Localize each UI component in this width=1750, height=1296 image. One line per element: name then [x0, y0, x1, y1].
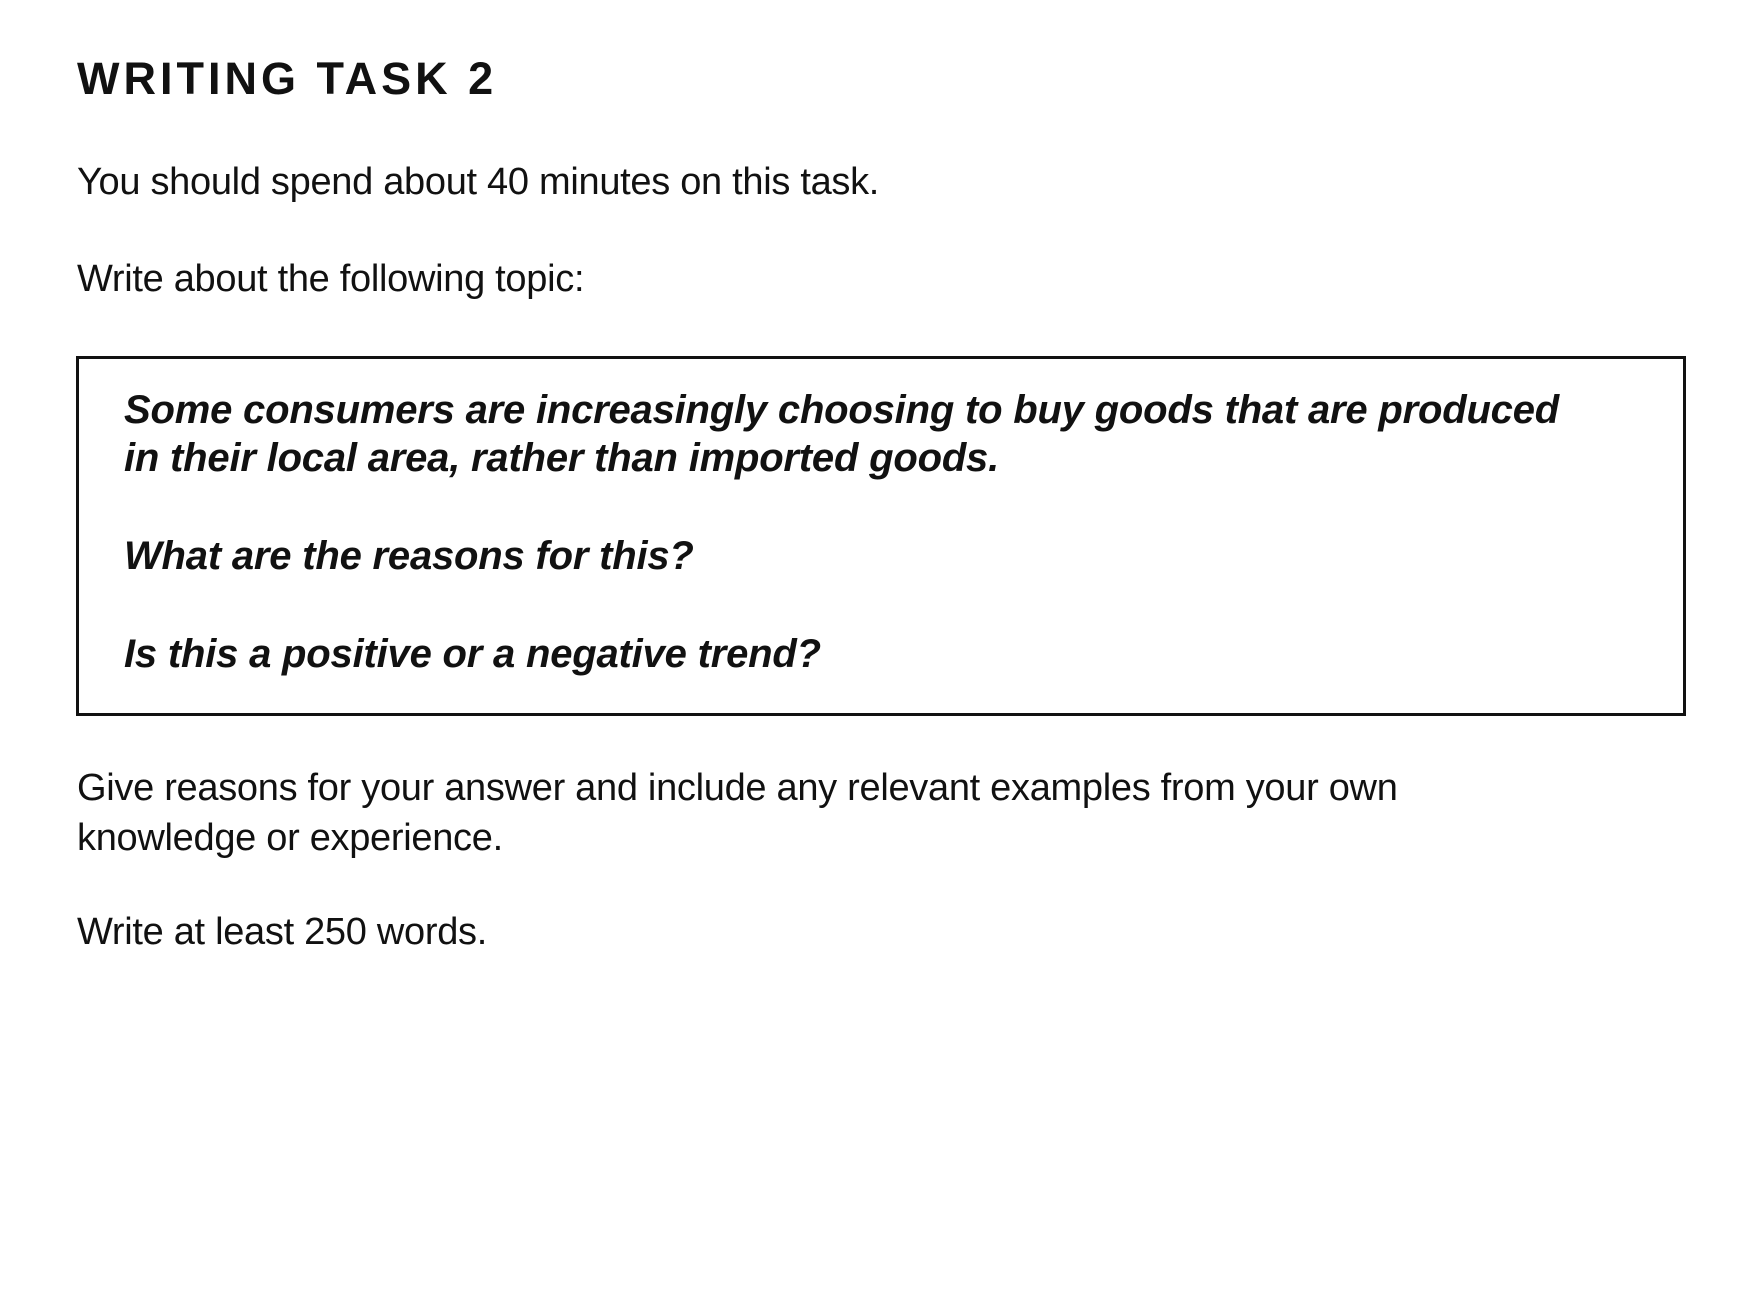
word-count-requirement: Write at least 250 words. — [77, 911, 487, 953]
topic-intro: Write about the following topic: — [77, 258, 585, 300]
answer-guidance-line-2: knowledge or experience. — [77, 817, 503, 859]
time-instruction: You should spend about 40 minutes on this task. — [77, 161, 880, 203]
topic-question-reasons: What are the reasons for this? — [124, 534, 694, 578]
topic-statement-line-2: in their local area, rather than imported goods. — [124, 436, 1000, 480]
answer-guidance — [77, 763, 1398, 863]
topic-box — [76, 356, 1686, 716]
topic-question-trend: Is this a positive or a negative trend? — [124, 632, 821, 676]
page-title: WRITING TASK 2 — [77, 53, 498, 104]
topic-statement-line-1: Some consumers are increasingly choosing to buy goods that are produced — [124, 388, 1559, 432]
answer-guidance-line-1: Give reasons for your answer and include any relevant examples from your own — [77, 767, 1398, 809]
